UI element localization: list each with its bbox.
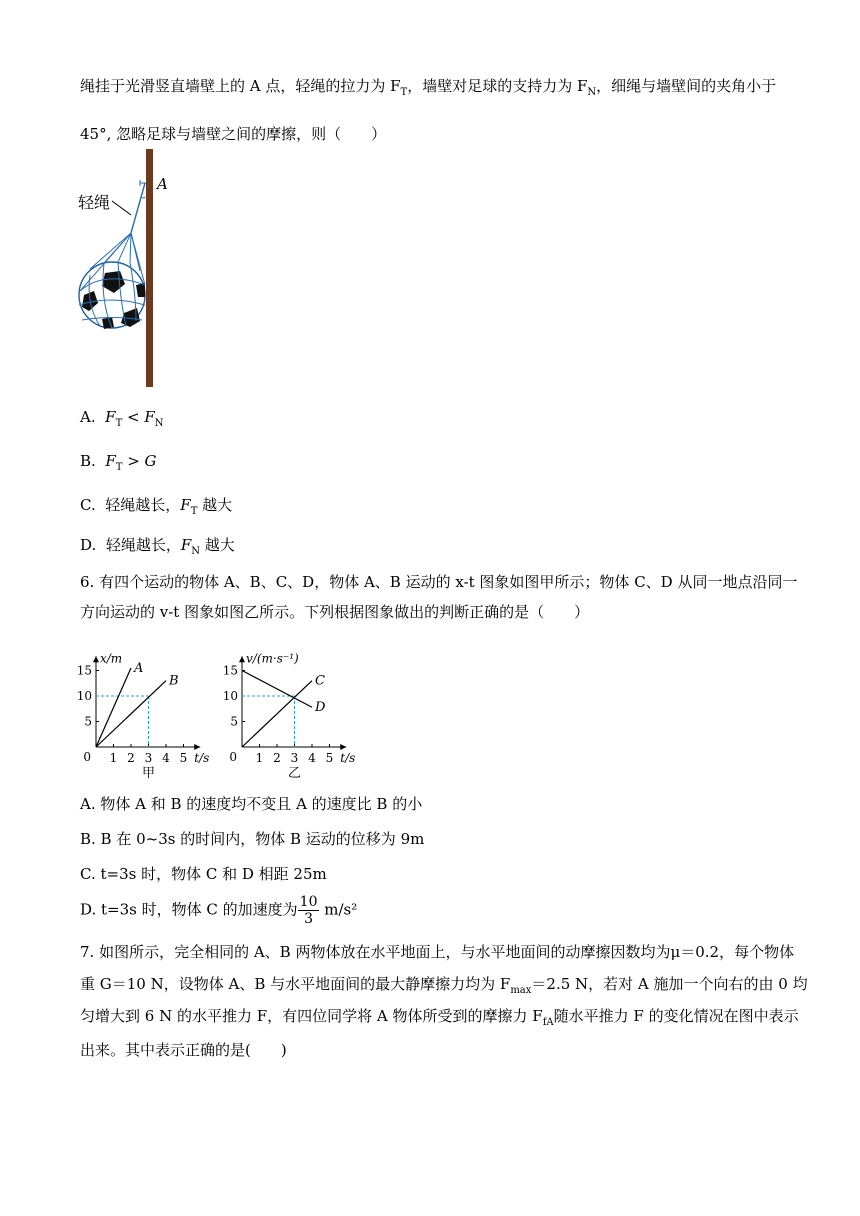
q7-line-1: 7. 如图所示，完全相同的 A、B 两物体放在水平地面上，与水平地面间的动摩擦因数均为μ＝0.2，每个物体 bbox=[80, 943, 795, 961]
chart-caption: 甲 bbox=[141, 766, 156, 781]
q5-option-a-symbol: F bbox=[105, 408, 116, 426]
x-axis-arrow bbox=[340, 744, 346, 750]
q5-option-d-symbol: F bbox=[180, 536, 192, 554]
q5-option-d-prefix: D. bbox=[80, 536, 97, 554]
q5-option-c-pre: 轻绳越长， bbox=[105, 496, 181, 514]
q5-figure bbox=[74, 145, 184, 390]
x-tick-label: 2 bbox=[273, 751, 281, 765]
q5-option-b-sub: T bbox=[115, 462, 123, 473]
q5-option-c-prefix: C. bbox=[80, 496, 96, 514]
series-line-c bbox=[242, 681, 312, 747]
series-label-b: B bbox=[169, 673, 179, 689]
q5-stem-sub-1: T bbox=[400, 87, 408, 98]
q5-option-c-post: 越大 bbox=[202, 496, 233, 514]
q5-option-a-sub: T bbox=[115, 418, 123, 429]
q5-stem-text-1: 绳挂于光滑竖直墙壁上的 A 点，轻绳的拉力为 F bbox=[80, 77, 401, 95]
q5-option-d[interactable] bbox=[80, 535, 235, 562]
q7-line-3-text-b: 随水平推力 F 的变化情况在图中表示 bbox=[553, 1007, 799, 1025]
x-tick-label: 2 bbox=[127, 751, 135, 765]
q6-stem-line-2: 方向运动的 v-t 图象如图乙所示。下列根据图象做出的判断正确的是（ ） bbox=[80, 603, 590, 621]
y-axis-arrow bbox=[93, 656, 99, 662]
rope-pointer bbox=[112, 201, 131, 215]
y-tick-label: 5 bbox=[84, 714, 92, 729]
series-line-d bbox=[242, 671, 312, 708]
q6-option-d-fraction bbox=[298, 894, 320, 927]
x-axis-label: t/s bbox=[340, 751, 356, 765]
q5-option-b-relation: > G bbox=[122, 452, 157, 470]
q6-option-d[interactable] bbox=[80, 894, 357, 927]
y-axis-arrow bbox=[239, 656, 245, 662]
q6-option-d-unit: m/s² bbox=[324, 900, 358, 919]
rope bbox=[131, 183, 145, 233]
q5-option-a-sub2: N bbox=[154, 418, 164, 429]
point-a-label: A bbox=[157, 175, 168, 193]
q5-stem-sub-2: N bbox=[587, 87, 597, 98]
x-tick-label: 5 bbox=[325, 751, 334, 765]
q5-option-b[interactable] bbox=[80, 451, 157, 478]
series-line-b bbox=[96, 681, 166, 747]
y-axis-label: v/(m·s⁻¹) bbox=[246, 651, 299, 666]
q7-line-4: 出来。其中表示正确的是( ) bbox=[80, 1041, 287, 1059]
q6-option-c[interactable]: C. t=3s 时，物体 C 和 D 相距 25m bbox=[80, 865, 327, 883]
angle-arc bbox=[141, 197, 145, 198]
q5-option-a-relation: < F bbox=[122, 408, 155, 426]
chart-caption: 乙 bbox=[287, 766, 302, 781]
x-tick-label: 1 bbox=[109, 751, 118, 765]
origin-label: 0 bbox=[83, 750, 91, 764]
wall bbox=[146, 149, 153, 387]
y-tick-label: 10 bbox=[76, 689, 92, 703]
q5-option-d-pre: 轻绳越长， bbox=[105, 536, 181, 554]
x-axis-label: t/s bbox=[194, 751, 210, 765]
x-axis-arrow bbox=[194, 744, 200, 750]
x-tick-label: 4 bbox=[308, 751, 316, 765]
q7-line-2-text-b: ＝2.5 N，若对 A 施加一个向右的由 0 均 bbox=[531, 975, 808, 993]
y-tick-label: 5 bbox=[230, 714, 238, 729]
y-tick-label: 15 bbox=[76, 663, 92, 678]
origin-label: 0 bbox=[229, 750, 237, 764]
q5-stem-line-2: 45°, 忽略足球与墙壁之间的摩擦，则（ ） bbox=[80, 125, 387, 143]
q6-option-a[interactable]: A. 物体 A 和 B 的速度均不变且 A 的速度比 B 的小 bbox=[80, 795, 423, 813]
q5-stem-text-2: ，墙壁对足球的支持力为 F bbox=[407, 77, 588, 95]
q5-option-c-symbol: F bbox=[180, 496, 191, 514]
chart-yi bbox=[222, 630, 388, 782]
chart-jia bbox=[76, 630, 232, 782]
series-line-a bbox=[96, 668, 131, 747]
x-tick-label: 1 bbox=[255, 751, 264, 765]
x-tick-label: 3 bbox=[290, 751, 299, 765]
y-axis-label: x/m bbox=[100, 651, 123, 666]
fraction-numerator: 10 bbox=[299, 894, 318, 910]
series-label-a: A bbox=[134, 660, 144, 676]
series-label-c: C bbox=[315, 673, 325, 689]
q6-option-d-text: D. t=3s 时，物体 C 的加速度为 bbox=[80, 900, 298, 919]
fraction-denominator: 3 bbox=[304, 911, 314, 927]
q5-option-b-symbol: F bbox=[105, 452, 116, 470]
q5-option-d-post: 越大 bbox=[204, 536, 235, 554]
q7-line-3-text: 匀增大到 6 N 的水平推力 F，有四位同学将 A 物体所受到的摩擦力 F bbox=[80, 1007, 543, 1025]
x-tick-label: 5 bbox=[179, 751, 188, 765]
q5-stem-line-1 bbox=[80, 76, 776, 103]
y-tick-label: 10 bbox=[222, 689, 238, 703]
q5-option-d-sub: N bbox=[191, 546, 200, 557]
x-tick-label: 4 bbox=[162, 751, 170, 765]
q5-option-a-prefix: A. bbox=[80, 408, 96, 426]
q7-line-2 bbox=[80, 974, 808, 1001]
q5-option-a[interactable] bbox=[80, 407, 164, 434]
q6-stem-line-1: 6. 有四个运动的物体 A、B、C、D，物体 A、B 运动的 x-t 图象如图甲所示；物体 C、D 从同一地点沿同一 bbox=[80, 573, 798, 591]
series-label-d: D bbox=[315, 700, 326, 716]
q7-line-3 bbox=[80, 1006, 799, 1033]
q7-line-3-sub: fA bbox=[542, 1017, 554, 1028]
q5-stem-text-3: ，细绳与墙壁间的夹角小于 bbox=[596, 77, 777, 95]
q5-option-c-sub: T bbox=[190, 506, 198, 517]
q7-line-2-text: 重 G＝10 N，设物体 A、B 与水平地面间的最大静摩擦力均为 F bbox=[80, 975, 511, 993]
q7-line-2-sub: max bbox=[510, 985, 532, 996]
x-tick-label: 3 bbox=[144, 751, 153, 765]
y-tick-label: 15 bbox=[222, 663, 238, 678]
q5-option-c[interactable] bbox=[80, 495, 232, 522]
rope-label: 轻绳 bbox=[78, 193, 111, 212]
q6-option-b[interactable]: B. B 在 0~3s 的时间内，物体 B 运动的位移为 9m bbox=[80, 830, 425, 848]
q5-option-b-prefix: B. bbox=[80, 452, 96, 470]
